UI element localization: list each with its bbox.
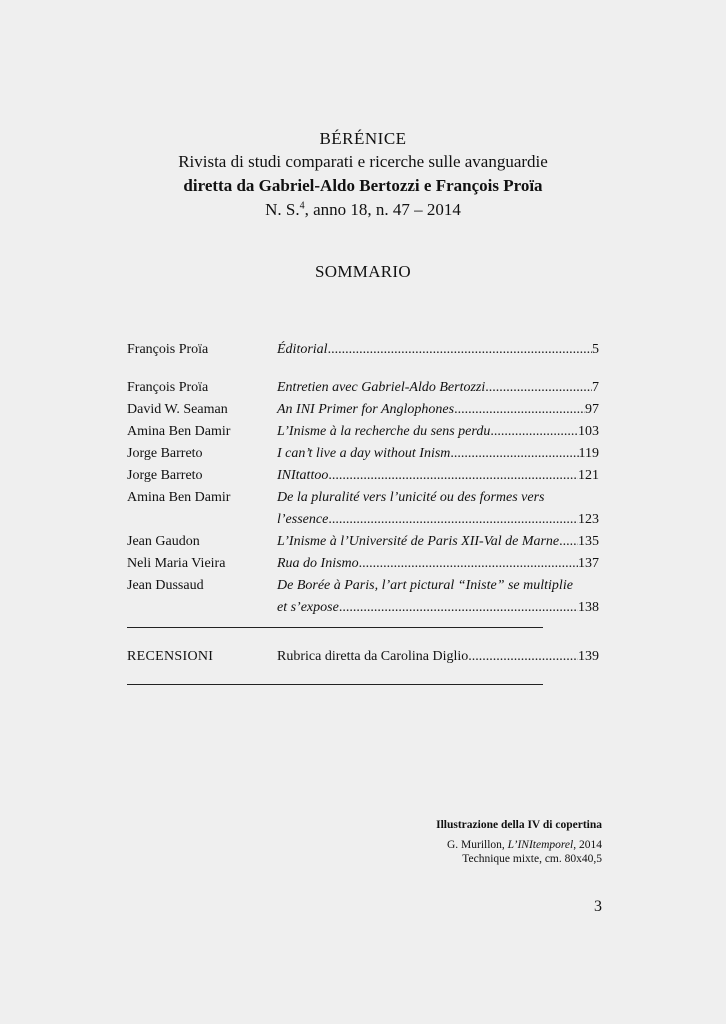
toc-page: 137 bbox=[578, 556, 599, 571]
issue-superscript: 4 bbox=[299, 200, 305, 212]
toc-leader bbox=[559, 531, 578, 553]
toc-page: 135 bbox=[578, 534, 599, 549]
toc-row bbox=[127, 377, 599, 399]
toc-entry bbox=[277, 399, 599, 421]
journal-directors: diretta da Gabriel-Aldo Bertozzi e François Proïa bbox=[183, 176, 543, 195]
recensioni-entry bbox=[277, 646, 599, 668]
toc-entry bbox=[277, 509, 599, 531]
toc-author: Amina Ben Damir bbox=[127, 490, 231, 505]
toc-row-continuation bbox=[127, 509, 599, 531]
toc-page: 119 bbox=[578, 446, 599, 461]
toc-row bbox=[127, 465, 599, 487]
journal-title: BÉRÉNICE bbox=[319, 129, 407, 148]
toc-title-continuation: et s’expose bbox=[277, 600, 339, 615]
toc-page: 123 bbox=[578, 512, 599, 527]
toc-author: François Proïa bbox=[127, 342, 209, 357]
toc-leader bbox=[485, 377, 592, 399]
journal-header bbox=[0, 128, 726, 222]
artwork-title: L’INItemporel bbox=[507, 839, 574, 851]
divider-top bbox=[127, 627, 543, 628]
toc-row bbox=[127, 421, 599, 443]
toc-row bbox=[127, 531, 599, 553]
table-of-contents bbox=[127, 339, 599, 619]
toc-leader bbox=[328, 339, 592, 361]
toc-leader bbox=[468, 646, 578, 668]
toc-entry bbox=[277, 487, 599, 509]
toc-page: 103 bbox=[578, 424, 599, 439]
toc-author: Jorge Barreto bbox=[127, 446, 203, 461]
toc-author: Neli Maria Vieira bbox=[127, 556, 226, 571]
toc-author: Jean Gaudon bbox=[127, 534, 200, 549]
issue-line bbox=[0, 198, 726, 222]
toc-author: Jorge Barreto bbox=[127, 468, 203, 483]
toc-leader bbox=[328, 509, 578, 531]
toc-page: 97 bbox=[585, 402, 599, 417]
toc-title-continuation: l’essence bbox=[277, 512, 329, 527]
toc-leader bbox=[454, 399, 585, 421]
toc-author: Amina Ben Damir bbox=[127, 424, 231, 439]
toc-title: An INI Primer for Anglophones bbox=[277, 402, 455, 417]
recensioni-page: 139 bbox=[578, 649, 599, 664]
toc-entry bbox=[277, 421, 599, 443]
toc-title: L’Inisme à l’Université de Paris XII-Val de Marne bbox=[277, 534, 560, 549]
toc-leader bbox=[328, 465, 578, 487]
toc-entry bbox=[277, 553, 599, 575]
toc-title: Rua do Inismo bbox=[277, 556, 359, 571]
toc-entry bbox=[277, 531, 599, 553]
illustration-technique: Technique mixte, cm. 80x40,5 bbox=[462, 853, 602, 865]
toc-entry bbox=[277, 443, 599, 465]
toc-row bbox=[127, 443, 599, 465]
toc-author: François Proïa bbox=[127, 380, 209, 395]
toc-author: Jean Dussaud bbox=[127, 578, 204, 593]
toc-page: 138 bbox=[578, 600, 599, 615]
recensioni-label: RECENSIONI bbox=[127, 649, 214, 664]
toc-row bbox=[127, 487, 599, 509]
toc-page: 7 bbox=[592, 380, 599, 395]
toc-title: De la pluralité vers l’unicité ou des formes vers bbox=[277, 490, 545, 505]
cover-illustration-credit bbox=[436, 818, 602, 866]
toc-row bbox=[127, 399, 599, 421]
toc-row bbox=[127, 339, 599, 361]
toc-page: 121 bbox=[578, 468, 599, 483]
toc-entry bbox=[277, 377, 599, 399]
sommario-heading: SOMMARIO bbox=[315, 262, 411, 281]
toc-entry bbox=[277, 465, 599, 487]
toc-entry bbox=[277, 597, 599, 619]
illustration-artwork-line: G. Murillon, L’INItemporel, 2014 bbox=[446, 839, 602, 851]
toc-entry bbox=[277, 339, 599, 361]
recensioni-title: Rubrica diretta da Carolina Diglio bbox=[277, 649, 469, 664]
toc-page: 5 bbox=[592, 342, 599, 357]
toc-leader bbox=[339, 597, 578, 619]
divider-bottom bbox=[127, 684, 543, 685]
toc-title: INItattoo bbox=[277, 468, 329, 483]
toc-title: I can’t live a day without Inism bbox=[277, 446, 451, 461]
issue-prefix: N. S. bbox=[265, 200, 300, 219]
toc-title: Éditorial bbox=[277, 342, 328, 357]
toc-leader bbox=[359, 553, 578, 575]
journal-subtitle: Rivista di studi comparati e ricerche sulle avanguardie bbox=[178, 152, 548, 171]
toc-leader bbox=[490, 421, 578, 443]
toc-author: David W. Seaman bbox=[127, 402, 228, 417]
toc-leader bbox=[450, 443, 578, 465]
toc-row bbox=[127, 553, 599, 575]
toc-title: De Borée à Paris, l’art pictural “Iniste” se multiplie bbox=[277, 578, 573, 593]
toc-title: Entretien avec Gabriel-Aldo Bertozzi bbox=[277, 380, 486, 395]
toc-row bbox=[127, 575, 599, 597]
illustration-heading: Illustrazione della IV di copertina bbox=[436, 819, 602, 831]
issue-rest: , anno 18, n. 47 – 2014 bbox=[304, 200, 461, 219]
toc-entry bbox=[277, 575, 599, 597]
recensioni-row bbox=[127, 646, 599, 668]
toc-row-continuation bbox=[127, 597, 599, 619]
page-number: 3 bbox=[594, 898, 602, 915]
toc-title: L’Inisme à la recherche du sens perdu bbox=[277, 424, 491, 439]
